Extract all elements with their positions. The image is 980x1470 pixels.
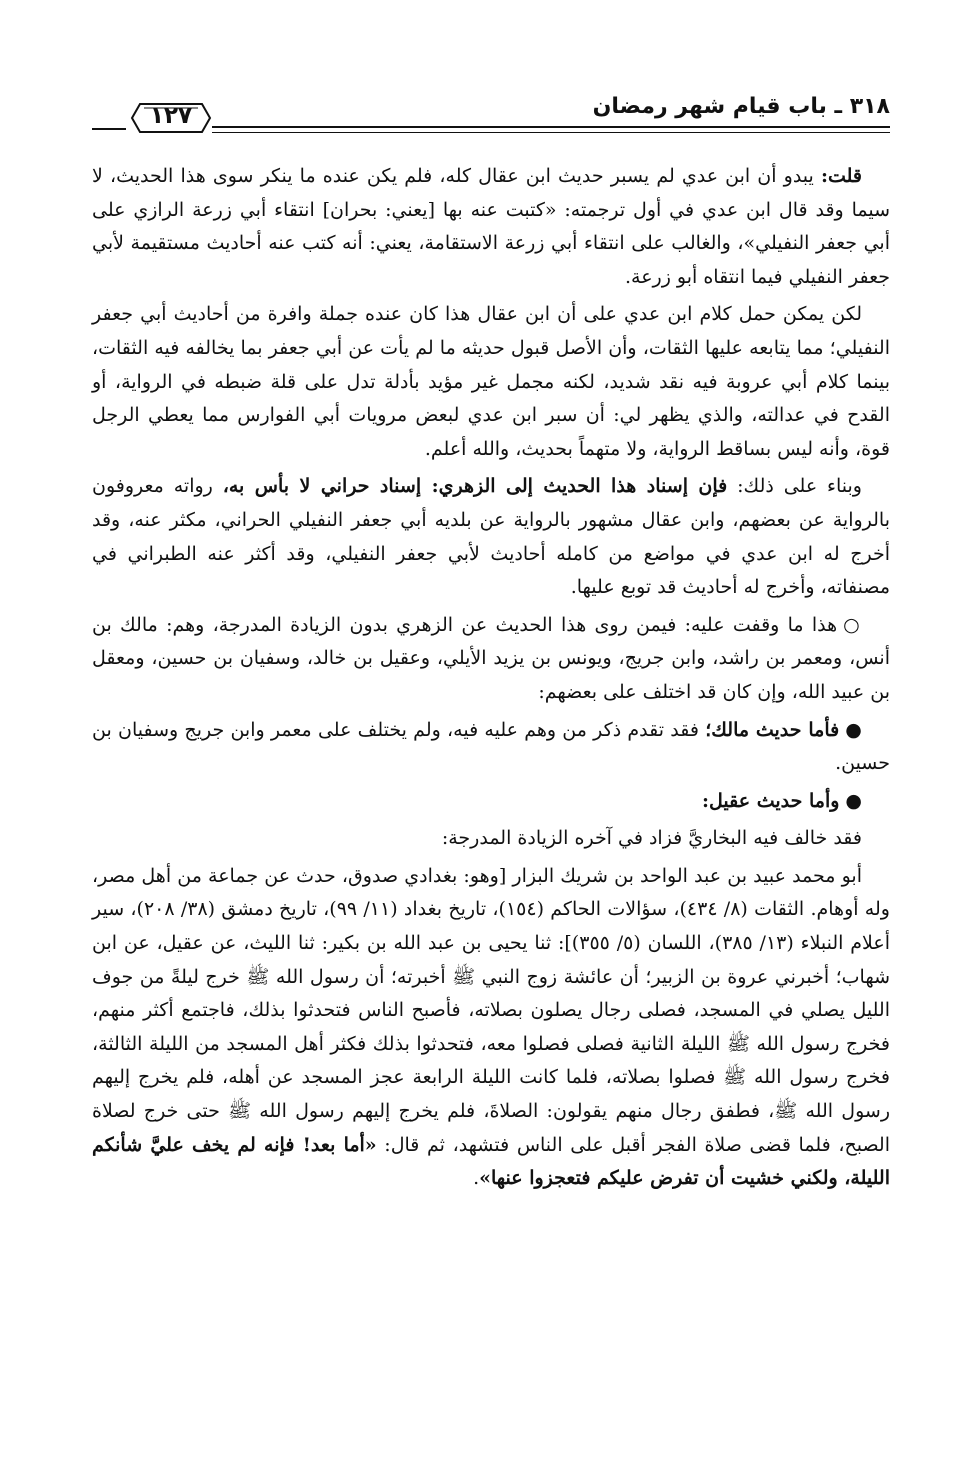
paragraph-end: . [473,1167,480,1190]
paragraph-text: فقد خالف فيه البخاريَّ فزاد في آخره الزيادة المدرجة: [441,827,862,850]
page-body [92,160,890,1200]
paragraph-5 [92,714,890,781]
paragraph-1 [92,160,890,294]
paragraph-6 [92,785,890,819]
paragraph-4 [92,609,890,710]
page-number-frame [130,98,212,138]
paragraph-8 [92,860,890,1196]
paragraph-text: رواته معروفون بالرواية عن بعضهم، وابن عقال مشهور بالرواية عن بلديه أبي جعفر النفيلي الحراني، مكثر عنه، وقد أخرج له ابن عدي في مواضع من كامله أحاديث لأبي جعفر النفيلي، وقد أكثر عنه الطبراني في مصنفاته، وأخرج له أحاديث قد توبع عليها. [92,475,890,599]
paragraph-3 [92,470,890,604]
hadith-quote: «أما بعد! فإنه لم يخف عليَّ شأنكم الليلة، ولكني خشيت أن تفرض عليكم فتعجزوا عنها» [92,1133,890,1190]
chapter-title: ٣١٨ ـ باب قيام شهر رمضان [592,94,890,119]
header-rule-top [212,126,890,128]
header-rule-left [92,128,126,130]
paragraph-text: فقد تقدم ذكر من وهم عليه فيه، ولم يختلف على معمر وابن جريج وسفيان بن حسين. [92,718,890,775]
paragraph-bold: فإن إسناد هذا الحديث إلى الزهري: إسناد حراني لا بأس به، [222,475,728,498]
header-rule-bottom [212,132,890,133]
paragraph-text: لكن يمكن حمل كلام ابن عدي على أن ابن عقال هذا كان عنده جملة وافرة من أحاديث أبي جعفر النفيلي؛ مما يتابعه عليها الثقات، وأن الأصل قبول حديثه ما لم يأت عن أبي جعفر بما يخالفه فيه الثقات، بينما كلام أبي عروبة فيه نقد شديد، لكنه مجمل غير مؤيد بأدلة تدل على قلة ضبطه في الرواية، أو القدح في عدالته، والذي يظهر لي: أن سبر ابن عدي لبعض مرويات أبي الفوارس مما يعطي الرجل قوة، وأنه ليس بساقط الرواية، ولا متهماً بحديث، والله أعلم. [92,303,890,460]
bullet-icon: ● [845,789,862,812]
paragraph-bold: وأما حديث عقيل: [702,789,840,812]
page-number: ١٢٧ [149,103,193,129]
paragraph-bold: فأما حديث مالك؛ [705,718,840,741]
paragraph-text: هذا ما وقفت عليه: فيمن روى هذا الحديث عن الزهري بدون الزيادة المدرجة، وهم: مالك بن أنس، ومعمر بن راشد، وابن جريج، ويونس بن يزيد الأيلي، وعقيل بن خالد، وسفيان بن حسين، ومعقل بن عبيد الله، وإن كان قد اختلف على بعضهم: [92,613,890,703]
paragraph-text: يبدو أن ابن عدي لم يسبر حديث ابن عقال كله، فلم يكن عنده ما ينكر سوى هذا الحديث، لا سيما وقد قال ابن عدي في أول ترجمته: «كتبت عنه بها [يعني: بحران] انتقاء أبي زرعة الرازي على أبي جعفر النفيلي»، والغالب على انتقاء أبي زرعة الاستقامة، يعني: أنه كتب عنه أحاديث مستقيمة لأبي جعفر النفيلي فيما انتقاه أبو زرعة. [92,165,890,288]
paragraph-7 [92,822,890,856]
page-header [92,88,890,140]
bullet-icon: ● [845,718,862,741]
paragraph-lead: قلت: [820,165,862,187]
paragraph-text: أبو محمد عبيد بن عبد الواحد بن شريك البزار [وهو: بغدادي صدوق، حدث عن جماعة من أهل مصر، وله أوهام. الثقات (٨/ ٤٣٤)، سؤالات الحاكم (١٥٤)، تاريخ بغداد (١١/ ٩٩)، تاريخ دمشق (٣٨/ ٢٠٨)، سير أعلام النبلاء (١٣/ ٣٨٥)، اللسان (٥/ ٣٥٥)]: ثنا يحيى بن عبد الله بن بكير: ثنا الليث، عن عقيل، عن ابن شهاب؛ أخبرني عروة بن الزبير؛ أن عائشة زوج النبي ﷺ أخبرته؛ أن رسول الله ﷺ خرج ليلةً من جوف الليل يصلي في المسجد، فصلى رجال يصلون بصلاته، فأصبح الناس فتحدثوا بذلك، فاجتمع أكثر منهم، فخرج رسول الله ﷺ الليلة الثانية فصلى فصلوا معه، فتحدثوا بذلك فكثر أهل المسجد من الليلة الثالثة، فخرج رسول الله ﷺ فصلوا بصلاته، فلما كانت الليلة الرابعة عجز المسجد عن أهله، فلم يخرج إليهم رسول الله ﷺ، فطفق رجال منهم يقولون: الصلاةَ، فلم يخرج إليهم رسول الله ﷺ حتى خرج لصلاة الصبح، فلما قضى صلاة الفجر أقبل على الناس فتشهد، ثم قال: [92,864,891,1156]
paragraph-2 [92,298,890,466]
paragraph-intro: وبناء على ذلك: [727,475,862,498]
circle-bullet-icon: ○ [843,613,862,636]
